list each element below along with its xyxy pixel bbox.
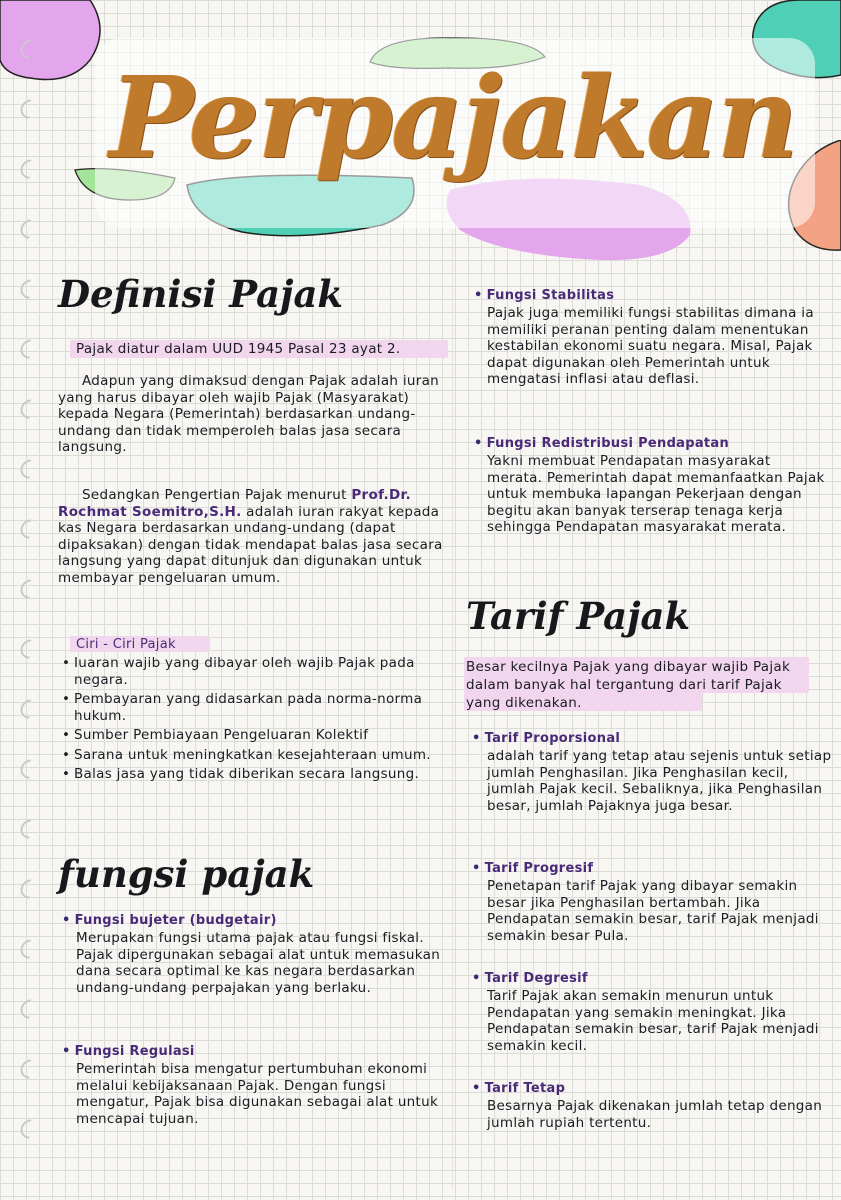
fungsi-stabilitas-text: Pajak juga memiliki fungsi stabilitas dimana ia memiliki peranan penting dalam menentukan kestabilan ekonomi suatu negara. Misal, Pajak dapat digunakan oleh Pemerintah untuk mengatasi inflasi atau deflasi. [487,305,814,387]
fungsi-budgetair-text: Merupakan fungsi utama pajak atau fungsi fiskal. Pajak dipergunakan sebagai alat untuk memasukan dana secara optimal ke kas negara berdasarkan undang-undang perpajakan yang berlaku. [76,930,441,996]
notebook-binding-rings [20,20,42,1190]
para2-author: Prof.Dr. Rochmat Soemitro,S.H. [58,487,411,520]
tarif-proporsional-text: adalah tarif yang tetap atau sejenis untuk setiap jumlah Penghasilan. Jika Penghasilan kecil, jumlah Pajak kecil. Sebaliknya, jika Penghasilan besar, jumlah Pajaknya juga besar. [487,748,832,814]
tarif-tetap-label: • Tarif Tetap [472,1081,566,1096]
purple-blob-top-left [0,0,110,90]
page-fold [452,230,453,1190]
ciri-heading: Ciri - Ciri Pajak [76,637,176,652]
fungsi-regulasi-text: Pemerintah bisa mengatur pertumbuhan ekonomi melalui kebijaksanaan Pajak. Dengan fungsi mengatur, Pajak bisa digunakan sebagai alat untuk mencapai tujuan. [76,1061,439,1127]
tarif-degresif-text: Tarif Pajak akan semakin menurun untuk Pendapatan yang semakin meningkat. Jika Pendapatan semakin besar, tarif Pajak menjadi semakin kecil. [487,988,819,1054]
list-item: • Sarana untuk meningkatkan kesejahteraan umum. [62,747,450,764]
fungsi-redistribusi-text: Yakni membuat Pendapatan masyarakat merata. Pemerintah dapat memanfaatkan Pajak untuk membuka lapangan Pekerjaan dengan begitu akan banyak terserap tenaga kerja sehingga Pendapatan masyarakat merata. [487,453,825,535]
list-item: • Sumber Pembiayaan Pengeluaran Kolektif [62,727,450,744]
list-item: • Balas jasa yang tidak diberikan secara langsung. [62,766,450,783]
tarif-intro: Besar kecilnya Pajak yang dibayar wajib Pajak dalam banyak hal tergantung dari tarif Pajak yang dikenakan. [466,659,791,711]
definisi-paragraph-2 [58,487,448,586]
tarif-progresif-label: • Tarif Progresif [472,861,594,876]
heading-definisi-pajak: Definisi Pajak [58,272,344,316]
fungsi-regulasi-label: • Fungsi Regulasi [62,1044,195,1059]
fungsi-stabilitas-label: • Fungsi Stabilitas [474,288,615,303]
ciri-list [62,655,450,786]
list-item: • Iuaran wajib yang dibayar oleh wajib Pajak pada negara. [62,655,450,688]
definisi-paragraph-1: Adapun yang dimaksud dengan Pajak adalah iuran yang harus dibayar oleh wajib Pajak (Masyarakat) kepada Negara (Pemerintah) berdasarkan undang-undang dan tidak memperoleh balas jasa secara langsung. [58,373,440,455]
list-item: • Pembayaran yang didasarkan pada norma-norma hukum. [62,691,450,724]
fungsi-redistribusi-label: • Fungsi Redistribusi Pendapatan [474,436,730,451]
para2-post: adalah iuran rakyat kepada kas Negara berdasarkan undang-undang (dapat dipaksakan) dengan tidak mendapat balas jasa secara langsung yang dapat ditunjuk dan digunakan untuk membayar pengeluaran umum. [58,503,443,586]
tarif-degresif-label: • Tarif Degresif [472,971,588,986]
uud-note: Pajak diatur dalam UUD 1945 Pasal 23 ayat 2. [76,341,401,357]
tarif-tetap-text: Besarnya Pajak dikenakan jumlah tetap dengan jumlah rupiah tertentu. [487,1098,823,1131]
fungsi-budgetair-label: • Fungsi bujeter (budgetair) [62,913,277,928]
heading-fungsi-pajak: fungsi pajak [58,852,315,896]
heading-tarif-pajak: Tarif Pajak [466,594,691,638]
tarif-progresif-text: Penetapan tarif Pajak yang dibayar semakin besar jika Penghasilan bertambah. Jika Pendapatan semakin besar, tarif Pajak menjadi semakin besar Pula. [487,878,819,944]
para2-pre: Sedangkan Pengertian Pajak menurut [82,487,352,503]
tarif-proporsional-label: • Tarif Proporsional [472,731,621,746]
page-title: Perpajakan [109,53,797,184]
